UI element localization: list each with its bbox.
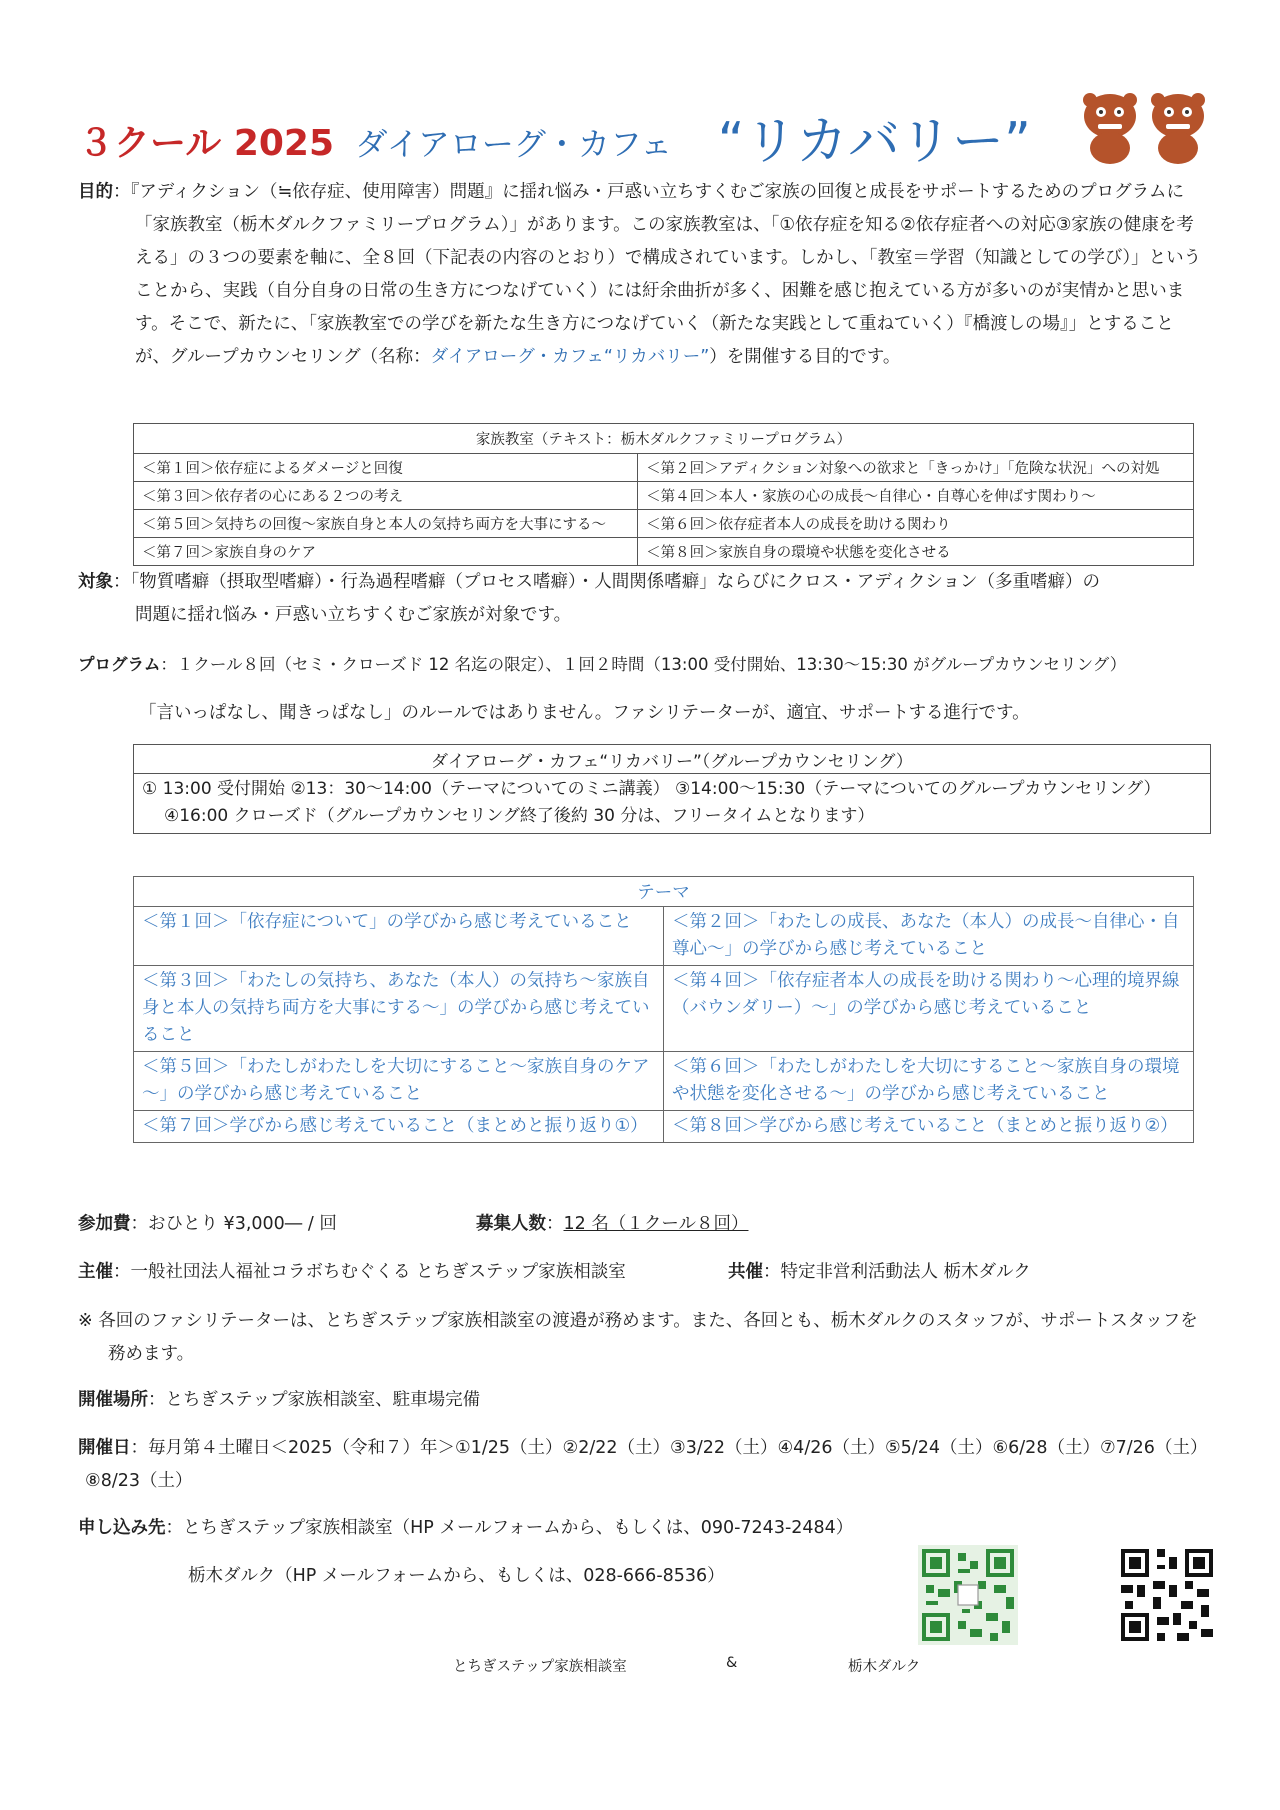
note-text: ※ 各回のファシリテーターは、とちぎステップ家族相談室の渡邉が務めます。また、各回とも、栃木ダルクのスタッフが、サポートスタッフを務めます。: [78, 1311, 1198, 1364]
dates-label: 開催日: [78, 1438, 131, 1458]
table-row: [134, 510, 1194, 538]
program-label: プログラム: [78, 655, 161, 674]
event-name: “リカバリー”: [717, 112, 1031, 172]
purpose-label: 目的: [78, 182, 113, 202]
table-row: [134, 538, 1194, 566]
target-section: [78, 566, 1203, 632]
contact-text-1: ：とちぎステップ家族相談室（HP メールフォームから、もしくは、090-7243-2484）: [165, 1518, 854, 1538]
purpose-section: [78, 176, 1203, 374]
contact-line-2: 栃木ダルク（HP メールフォームから、もしくは、028-666-8536）: [188, 1566, 725, 1586]
family-session-4: ＜第４回＞本人・家族の心の成長～自律心・自尊心を伸ばす関わり～: [638, 482, 1194, 510]
contact-label: 申し込み先: [78, 1518, 166, 1538]
theme-session-3: ＜第３回＞「わたしの気持ち、あなた（本人）の気持ち～家族自身と本人の気持ち両方を大事にする～」の学びから感じ考えていること: [134, 966, 664, 1052]
organizer-label: 主催: [78, 1262, 113, 1282]
table-row: [134, 482, 1194, 510]
dialogue-table-header: ダイアローグ・カフェ“リカバリー”（グループカウンセリング）: [134, 745, 1211, 774]
dialogue-schedule: ① 13:00 受付開始 ②13：30～14:00（テーマについてのミニ講義） ③14:00～15:30（テーマについてのグループカウンセリング） ④16:00 クローズド（グループカウンセリング終了後約 30 分は、フリータイムとなります）: [134, 774, 1211, 834]
qr-caption-step: とちぎステップ家族相談室: [453, 1659, 627, 1675]
event-subtitle: ダイアローグ・カフェ: [355, 125, 673, 163]
target-text-2: 問題に揺れ悩み・戸惑い立ちすくむご家族が対象です。: [135, 605, 572, 625]
recruit-info: [476, 1208, 748, 1241]
family-session-6: ＜第６回＞依存症者本人の成長を助ける関わり: [638, 510, 1194, 538]
theme-session-5: ＜第５回＞「わたしがわたしを大切にすること～家族自身のケア～」の学びから感じ考えていること: [134, 1052, 664, 1111]
family-session-5: ＜第５回＞気持ちの回復～家族自身と本人の気持ち両方を大事にする～: [134, 510, 638, 538]
theme-table-header: テーマ: [134, 877, 1194, 907]
program-rule: 「言いっぱなし、聞きっぱなし」のルールではありません。ファシリテーターが、適宜、サポートする進行です。: [139, 703, 1030, 723]
target-label: 対象: [78, 572, 113, 592]
recruit-sep: ：: [546, 1214, 564, 1234]
family-class-table: [133, 423, 1194, 566]
theme-session-8: ＜第８回＞学びから感じ考えていること（まとめと振り返り②）: [664, 1111, 1194, 1143]
co-organizer: [728, 1256, 1031, 1289]
family-session-8: ＜第８回＞家族自身の環境や状態を変化させる: [638, 538, 1194, 566]
dates-text: ：毎月第４土曜日＜2025（令和７）年＞①1/25（土）②2/22（土）③3/22（土）④4/26（土）⑤5/24（土）⑥6/28（土）⑦7/26（土）⑧8/23（土）: [85, 1438, 1199, 1491]
theme-session-7: ＜第７回＞学びから感じ考えていること（まとめと振り返り①）: [134, 1111, 664, 1143]
theme-table: [133, 876, 1194, 1143]
table-row: [134, 1052, 1194, 1111]
purpose-text: 『アディクション（≒依存症、使用障害）問題』に揺れ悩み・戸惑い立ちすくむご家族の回復と成長をサポートするためのプログラムに「家族教室（栃木ダルクファミリープログラム）」があります。この家族教室は、「①依存症を知る②依存症者への対応③家族の健康を考える」の３つの要素を軸に、全８回（下記表の内容のとおり）で構成されています。しかし、「教室＝学習（知識としての学び）」ということから、実践（自分自身の日常の生き方につなげていく）には紆余曲折が多く、困難を感じ抱えている方が多いのが実情かと思います。そこで、新たに、「家族教室での学びを新たな生き方につなげていく（新たな実践として重ねていく）『橋渡しの場』」とすることが、グループカウンセリング（名称：: [130, 182, 1202, 367]
dates-line: [78, 1432, 1206, 1498]
family-session-1: ＜第１回＞依存症によるダメージと回復: [134, 454, 638, 482]
season-title: ３クール 2025: [78, 123, 335, 164]
venue-text: ：とちぎステップ家族相談室、駐車場完備: [148, 1390, 481, 1410]
caption-ampersand: &: [726, 1655, 738, 1671]
contact-line-1: [78, 1512, 1203, 1545]
theme-session-4: ＜第４回＞「依存症者本人の成長を助ける関わり～心理的境界線（バウンダリー）～」の学びから感じ考えていること: [664, 966, 1194, 1052]
fee-line: [78, 1208, 1203, 1241]
purpose-sep: ：: [113, 182, 131, 202]
family-session-7: ＜第７回＞家族自身のケア: [134, 538, 638, 566]
facilitator-note: [78, 1305, 1206, 1371]
table-row: [134, 1111, 1194, 1143]
recruit-label: 募集人数: [476, 1214, 546, 1234]
family-session-3: ＜第３回＞依存者の心にある２つの考え: [134, 482, 638, 510]
target-sep: ：: [113, 572, 131, 592]
qr-code-icon[interactable]: [918, 1545, 1018, 1645]
page-title: [78, 95, 1031, 172]
program-text: ：１クール８回（セミ・クローズド 12 名迄の限定）、１回２時間（13:00 受付開始、13:30～15:30 がグループカウンセリング）: [160, 655, 1127, 674]
purpose-text-end: ）を開催する目的です。: [709, 347, 901, 367]
co-organizer-text: ：特定非営利活動法人 栃木ダルク: [763, 1262, 1031, 1282]
organizer-text: ：一般社団法人福祉コラボちむぐくる とちぎステップ家族相談室: [113, 1262, 626, 1282]
qr-code-icon[interactable]: [1117, 1545, 1217, 1645]
table-row: [134, 907, 1194, 966]
organizer-line: [78, 1256, 1203, 1289]
family-table-header: 家族教室（テキスト：栃木ダルクファミリープログラム）: [134, 424, 1194, 454]
venue-line: [78, 1384, 1203, 1417]
co-organizer-label: 共催: [728, 1262, 763, 1282]
purpose-event-name: ダイアローグ・カフェ“リカバリー”: [430, 347, 710, 367]
family-session-2: ＜第２回＞アディクション対象への欲求と「きっかけ」「危険な状況」への対処: [638, 454, 1194, 482]
target-text: 「物質嗜癖（摂取型嗜癖）・行為過程嗜癖（プロセス嗜癖）・人間関係嗜癖」ならびにクロス・アディクション（多重嗜癖）の: [130, 572, 1100, 592]
dialogue-cafe-table: [133, 744, 1211, 834]
shisa-mascot-icon: [1080, 86, 1210, 166]
table-row: [134, 454, 1194, 482]
venue-label: 開催場所: [78, 1390, 148, 1410]
qr-caption-darc: 栃木ダルク: [848, 1659, 921, 1675]
theme-session-2: ＜第２回＞「わたしの成長、あなた（本人）の成長～自律心・自尊心～」の学びから感じ考えていること: [664, 907, 1194, 966]
theme-session-6: ＜第６回＞「わたしがわたしを大切にすること～家族自身の環境や状態を変化させる～」の学びから感じ考えていること: [664, 1052, 1194, 1111]
program-section: [78, 648, 1203, 681]
recruit-value: 12 名（１クール８回）: [563, 1214, 749, 1234]
fee-label: 参加費: [78, 1214, 131, 1234]
theme-session-1: ＜第１回＞「依存症について」の学びから感じ考えていること: [134, 907, 664, 966]
fee-text: ：おひとり ¥3,000― / 回: [130, 1214, 337, 1234]
table-row: [134, 966, 1194, 1052]
